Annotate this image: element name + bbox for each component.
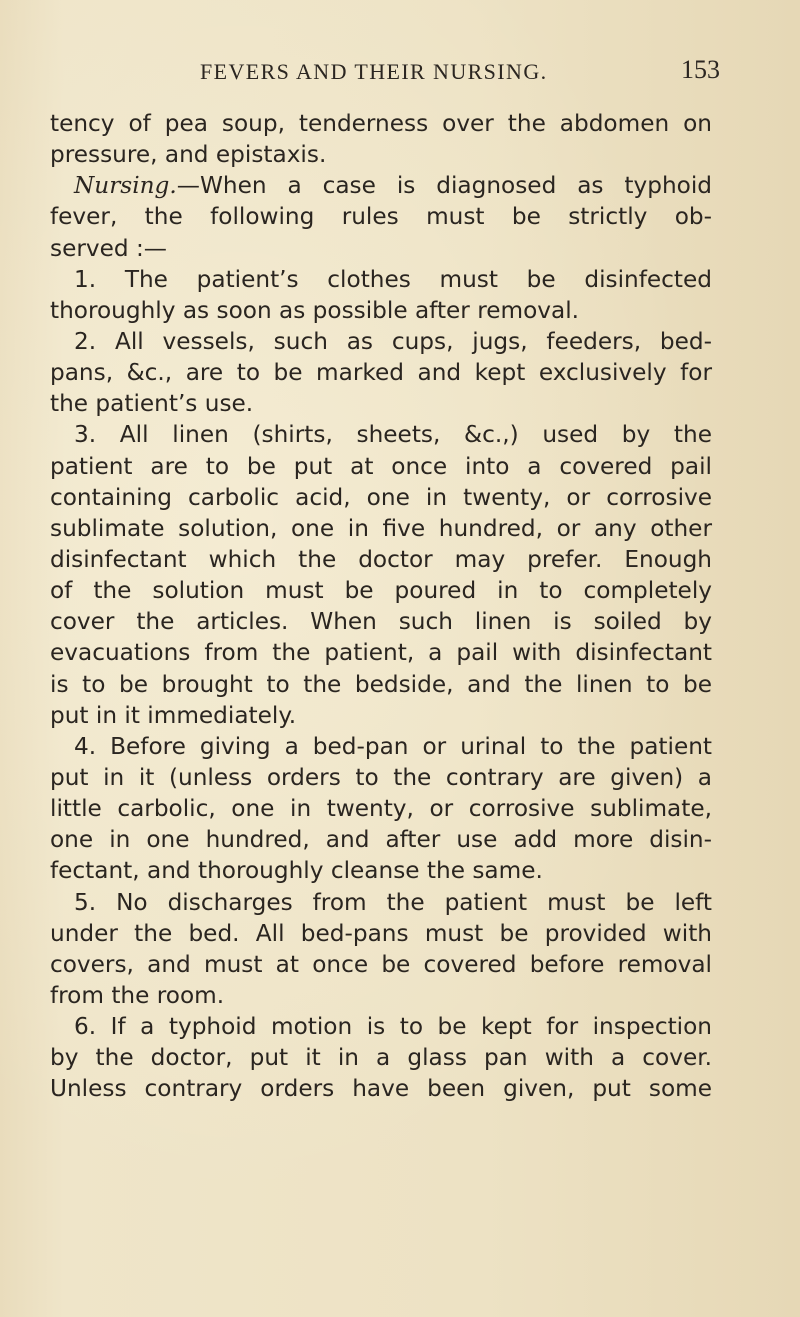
text-line: the patient’s use. xyxy=(50,390,254,418)
page-number: 153 xyxy=(681,55,720,84)
running-head: FEVERS AND THEIR NURSING. xyxy=(200,59,548,84)
text-line: pressure, and epistaxis. xyxy=(50,141,327,169)
text-line-rest: —When a case is diagnosed as typhoid xyxy=(176,172,712,200)
text-line: covers, and must at once be covered before removal xyxy=(50,950,712,978)
text-line: by the doctor, put it in a glass pan with a cover. xyxy=(50,1044,712,1072)
text-line: put in it immediately. xyxy=(50,701,297,729)
text-line: thoroughly as soon as possible after removal. xyxy=(50,296,580,324)
text-line: tency of pea soup, tenderness over the abdomen on xyxy=(50,110,712,137)
text-line: 1. The patient’s clothes must be disinfected xyxy=(74,265,712,293)
text-line: 6. If a typhoid motion is to be kept for inspection xyxy=(74,1013,712,1041)
text-line: 2. All vessels, such as cups, jugs, feeders, bed- xyxy=(74,327,712,355)
text-line: 5. No discharges from the patient must be left xyxy=(74,888,712,916)
text-line: disinfectant which the doctor may prefer. Enough xyxy=(50,545,712,573)
text-line xyxy=(50,170,712,201)
text-line: put in it (unless orders to the contrary are given) a xyxy=(50,763,712,791)
text-line: sublimate solution, one in five hundred, or any other xyxy=(50,514,712,542)
text-line: pans, &c., are to be marked and kept exclusively for xyxy=(50,359,712,387)
section-heading-nursing: Nursing. xyxy=(74,172,177,200)
body-text xyxy=(50,108,712,1105)
text-line: fectant, and thoroughly cleanse the same. xyxy=(50,857,543,885)
text-line: little carbolic, one in twenty, or corrosive sublimate, xyxy=(50,795,712,823)
text-line: Unless contrary orders have been given, put some xyxy=(50,1075,712,1103)
text-line: under the bed. All bed-pans must be provided with xyxy=(50,919,712,947)
text-line: 3. All linen (shirts, sheets, &c.,) used by the xyxy=(74,421,712,449)
text-line: fever, the following rules must be strictly ob- xyxy=(50,203,712,231)
text-line: is to be brought to the bedside, and the linen to be xyxy=(50,670,712,698)
text-line: evacuations from the patient, a pail with disinfectant xyxy=(50,639,712,667)
text-line: of the solution must be poured in to completely xyxy=(50,577,712,605)
text-line: cover the articles. When such linen is soiled by xyxy=(50,608,712,636)
text-line: containing carbolic acid, one in twenty, or corrosive xyxy=(50,483,712,511)
text-line: one in one hundred, and after use add more disin- xyxy=(50,826,712,854)
page-header xyxy=(200,55,720,95)
text-line: 4. Before giving a bed-pan or urinal to the patient xyxy=(74,732,712,760)
text-line: patient are to be put at once into a covered pail xyxy=(50,452,712,480)
text-line: served :— xyxy=(50,234,167,262)
text-line: from the room. xyxy=(50,981,225,1009)
